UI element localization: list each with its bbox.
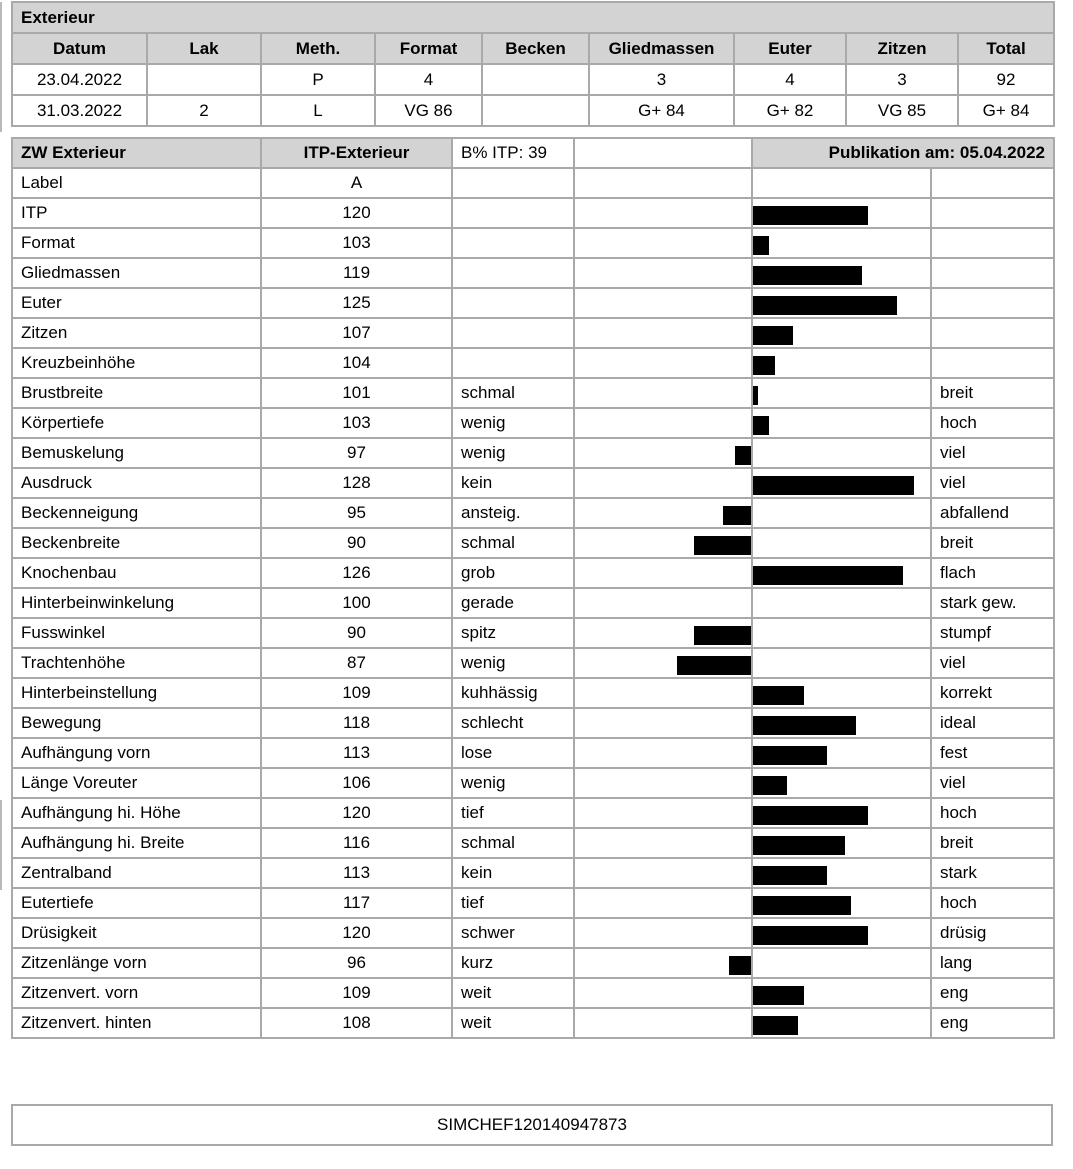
trait-low-label: [452, 228, 574, 258]
trait-high-label: stark gew.: [931, 588, 1054, 618]
deviation-bar: [752, 236, 769, 255]
exterieur-cell: [147, 64, 261, 95]
trait-value: 128: [261, 468, 452, 498]
trait-name: Hinterbeinstellung: [12, 678, 261, 708]
trait-low-label: [452, 288, 574, 318]
bar-negative-cell: [574, 588, 752, 618]
trait-high-label: viel: [931, 438, 1054, 468]
trait-row: [12, 738, 1054, 768]
exterieur-cell: 3: [846, 64, 958, 95]
deviation-bar: [752, 686, 804, 705]
trait-low-label: kein: [452, 858, 574, 888]
page-edge-mark: [0, 800, 2, 890]
trait-high-label: hoch: [931, 798, 1054, 828]
trait-value: 116: [261, 828, 452, 858]
trait-row: [12, 228, 1054, 258]
trait-high-label: [931, 198, 1054, 228]
trait-high-label: eng: [931, 1008, 1054, 1038]
trait-row: [12, 498, 1054, 528]
trait-row: [12, 258, 1054, 288]
bar-positive-cell: [752, 1008, 931, 1038]
trait-name: Eutertiefe: [12, 888, 261, 918]
trait-name: Länge Voreuter: [12, 768, 261, 798]
trait-value: 120: [261, 798, 452, 828]
trait-low-label: ansteig.: [452, 498, 574, 528]
trait-low-label: spitz: [452, 618, 574, 648]
trait-value: 106: [261, 768, 452, 798]
bar-positive-cell: [752, 408, 931, 438]
trait-value: 113: [261, 858, 452, 888]
zw-exterieur-table: [11, 137, 1055, 1039]
trait-name: Aufhängung hi. Höhe: [12, 798, 261, 828]
exterieur-cell: L: [261, 95, 375, 126]
deviation-bar: [752, 356, 775, 375]
trait-value: 101: [261, 378, 452, 408]
trait-low-label: [452, 318, 574, 348]
trait-high-label: viel: [931, 468, 1054, 498]
trait-name: ITP: [12, 198, 261, 228]
trait-row: [12, 858, 1054, 888]
exterieur-header-row: [12, 33, 1054, 64]
trait-low-label: [452, 198, 574, 228]
bar-positive-cell: [752, 198, 931, 228]
empty-header-cell: [574, 138, 752, 168]
trait-high-label: viel: [931, 648, 1054, 678]
trait-name: Gliedmassen: [12, 258, 261, 288]
trait-row: [12, 438, 1054, 468]
bar-negative-cell: [574, 288, 752, 318]
exterieur-cell: VG 85: [846, 95, 958, 126]
trait-name: Format: [12, 228, 261, 258]
bar-negative-cell: [574, 468, 752, 498]
trait-low-label: lose: [452, 738, 574, 768]
trait-high-label: [931, 228, 1054, 258]
trait-name: Kreuzbeinhöhe: [12, 348, 261, 378]
trait-row: [12, 648, 1054, 678]
trait-name: Euter: [12, 288, 261, 318]
trait-value: 100: [261, 588, 452, 618]
exterieur-cell: 4: [734, 64, 846, 95]
exterieur-col-header: Meth.: [261, 33, 375, 64]
trait-name: Trachtenhöhe: [12, 648, 261, 678]
b-itp-cell: B% ITP: 39: [452, 138, 574, 168]
bar-positive-cell: [752, 738, 931, 768]
bar-negative-cell: [574, 378, 752, 408]
bar-negative-cell: [574, 978, 752, 1008]
exterieur-cell: 23.04.2022: [12, 64, 147, 95]
trait-high-label: [931, 318, 1054, 348]
trait-value: 109: [261, 678, 452, 708]
bar-positive-cell: [752, 828, 931, 858]
exterieur-cell: 2: [147, 95, 261, 126]
trait-value: 97: [261, 438, 452, 468]
bar-negative-cell: [574, 768, 752, 798]
deviation-bar: [729, 956, 752, 975]
trait-name: Zentralband: [12, 858, 261, 888]
bar-negative-cell: [574, 948, 752, 978]
trait-value: 90: [261, 528, 452, 558]
trait-value: 126: [261, 558, 452, 588]
bar-positive-cell: [752, 648, 931, 678]
bar-positive-cell: [752, 288, 931, 318]
trait-low-label: [452, 168, 574, 198]
trait-row: [12, 708, 1054, 738]
exterieur-col-header: Gliedmassen: [589, 33, 734, 64]
bar-positive-cell: [752, 258, 931, 288]
bar-positive-cell: [752, 558, 931, 588]
trait-name: Zitzen: [12, 318, 261, 348]
trait-row: [12, 888, 1054, 918]
trait-value: 113: [261, 738, 452, 768]
deviation-bar: [752, 326, 793, 345]
bar-negative-cell: [574, 318, 752, 348]
deviation-bar: [752, 386, 758, 405]
bar-positive-cell: [752, 798, 931, 828]
bar-negative-cell: [574, 918, 752, 948]
bar-negative-cell: [574, 228, 752, 258]
exterieur-cell: P: [261, 64, 375, 95]
trait-row: [12, 828, 1054, 858]
trait-name: Knochenbau: [12, 558, 261, 588]
bar-positive-cell: [752, 438, 931, 468]
itp-exterieur-header: ITP-Exterieur: [261, 138, 452, 168]
trait-name: Bewegung: [12, 708, 261, 738]
trait-name: Fusswinkel: [12, 618, 261, 648]
trait-value: 109: [261, 978, 452, 1008]
trait-high-label: hoch: [931, 408, 1054, 438]
deviation-bar: [735, 446, 752, 465]
exterieur-col-header: Total: [958, 33, 1054, 64]
exterieur-col-header: Format: [375, 33, 482, 64]
deviation-bar: [752, 566, 903, 585]
trait-value: 104: [261, 348, 452, 378]
bar-positive-cell: [752, 918, 931, 948]
trait-name: Zitzenlänge vorn: [12, 948, 261, 978]
exterieur-row: [12, 95, 1054, 126]
deviation-bar: [723, 506, 752, 525]
trait-value: 120: [261, 918, 452, 948]
trait-row: [12, 528, 1054, 558]
trait-high-label: hoch: [931, 888, 1054, 918]
trait-high-label: korrekt: [931, 678, 1054, 708]
bar-positive-cell: [752, 318, 931, 348]
bar-negative-cell: [574, 168, 752, 198]
trait-value: 120: [261, 198, 452, 228]
deviation-bar: [752, 266, 862, 285]
bar-positive-cell: [752, 768, 931, 798]
exterieur-col-header: Euter: [734, 33, 846, 64]
deviation-bar: [752, 1016, 798, 1035]
trait-high-label: breit: [931, 528, 1054, 558]
trait-name: Beckenbreite: [12, 528, 261, 558]
trait-low-label: schmal: [452, 828, 574, 858]
trait-high-label: [931, 258, 1054, 288]
trait-row: [12, 288, 1054, 318]
deviation-bar: [752, 206, 868, 225]
trait-low-label: wenig: [452, 768, 574, 798]
trait-value: 95: [261, 498, 452, 528]
exterieur-cell: [482, 95, 589, 126]
exterieur-cell: 3: [589, 64, 734, 95]
trait-row: [12, 408, 1054, 438]
trait-name: Hinterbeinwinkelung: [12, 588, 261, 618]
trait-row: [12, 798, 1054, 828]
exterieur-col-header: Zitzen: [846, 33, 958, 64]
bar-negative-cell: [574, 258, 752, 288]
trait-high-label: [931, 168, 1054, 198]
trait-value: 90: [261, 618, 452, 648]
trait-name: Körpertiefe: [12, 408, 261, 438]
bar-positive-cell: [752, 588, 931, 618]
deviation-bar: [752, 776, 787, 795]
trait-name: Label: [12, 168, 261, 198]
trait-low-label: schlecht: [452, 708, 574, 738]
trait-high-label: stumpf: [931, 618, 1054, 648]
trait-low-label: schmal: [452, 378, 574, 408]
bar-negative-cell: [574, 798, 752, 828]
bar-negative-cell: [574, 858, 752, 888]
bar-negative-cell: [574, 438, 752, 468]
trait-value: 87: [261, 648, 452, 678]
exterieur-cell: G+ 84: [589, 95, 734, 126]
trait-high-label: breit: [931, 828, 1054, 858]
trait-name: Aufhängung vorn: [12, 738, 261, 768]
exterieur-title: Exterieur: [12, 2, 1054, 33]
trait-high-label: flach: [931, 558, 1054, 588]
bar-negative-cell: [574, 528, 752, 558]
exterieur-cell: 4: [375, 64, 482, 95]
trait-row: [12, 768, 1054, 798]
deviation-bar: [752, 296, 897, 315]
trait-high-label: ideal: [931, 708, 1054, 738]
exterieur-cell: [482, 64, 589, 95]
trait-name: Beckenneigung: [12, 498, 261, 528]
trait-value: 108: [261, 1008, 452, 1038]
trait-low-label: tief: [452, 798, 574, 828]
trait-value: 96: [261, 948, 452, 978]
bar-positive-cell: [752, 528, 931, 558]
bar-positive-cell: [752, 378, 931, 408]
exterieur-col-header: Becken: [482, 33, 589, 64]
trait-row: [12, 348, 1054, 378]
trait-row: [12, 378, 1054, 408]
bar-negative-cell: [574, 1008, 752, 1038]
trait-low-label: [452, 348, 574, 378]
bar-negative-cell: [574, 558, 752, 588]
bar-positive-cell: [752, 498, 931, 528]
trait-high-label: abfallend: [931, 498, 1054, 528]
bar-positive-cell: [752, 228, 931, 258]
trait-row: [12, 468, 1054, 498]
footer-code: SIMCHEF120140947873: [11, 1104, 1053, 1146]
trait-name: Drüsigkeit: [12, 918, 261, 948]
trait-row: [12, 618, 1054, 648]
trait-low-label: grob: [452, 558, 574, 588]
trait-row: [12, 198, 1054, 228]
bar-negative-cell: [574, 708, 752, 738]
trait-low-label: kein: [452, 468, 574, 498]
bar-positive-cell: [752, 618, 931, 648]
bar-negative-cell: [574, 618, 752, 648]
deviation-bar: [752, 866, 827, 885]
trait-low-label: weit: [452, 978, 574, 1008]
bar-positive-cell: [752, 708, 931, 738]
trait-value: 103: [261, 408, 452, 438]
trait-row: [12, 918, 1054, 948]
exterieur-col-header: Lak: [147, 33, 261, 64]
deviation-bar: [752, 806, 868, 825]
deviation-bar: [752, 716, 856, 735]
trait-value: 125: [261, 288, 452, 318]
deviation-bar: [752, 986, 804, 1005]
bar-positive-cell: [752, 888, 931, 918]
trait-low-label: kurz: [452, 948, 574, 978]
deviation-bar: [752, 836, 845, 855]
trait-low-label: wenig: [452, 408, 574, 438]
bar-positive-cell: [752, 168, 931, 198]
trait-row: [12, 168, 1054, 198]
exterieur-row: [12, 64, 1054, 95]
publikation-date: Publikation am: 05.04.2022: [752, 138, 1054, 168]
trait-name: Aufhängung hi. Breite: [12, 828, 261, 858]
trait-low-label: wenig: [452, 438, 574, 468]
trait-row: [12, 558, 1054, 588]
deviation-bar: [752, 416, 769, 435]
bar-positive-cell: [752, 468, 931, 498]
bar-negative-cell: [574, 888, 752, 918]
deviation-bar: [752, 896, 851, 915]
trait-high-label: lang: [931, 948, 1054, 978]
trait-row: [12, 948, 1054, 978]
trait-row: [12, 588, 1054, 618]
trait-name: Zitzenvert. vorn: [12, 978, 261, 1008]
trait-low-label: [452, 258, 574, 288]
trait-low-label: kuhhässig: [452, 678, 574, 708]
trait-value: A: [261, 168, 452, 198]
bar-negative-cell: [574, 198, 752, 228]
trait-row: [12, 978, 1054, 1008]
trait-value: 103: [261, 228, 452, 258]
trait-low-label: schmal: [452, 528, 574, 558]
bar-negative-cell: [574, 648, 752, 678]
trait-value: 117: [261, 888, 452, 918]
trait-row: [12, 678, 1054, 708]
trait-name: Zitzenvert. hinten: [12, 1008, 261, 1038]
bar-positive-cell: [752, 348, 931, 378]
page-edge-mark: [0, 2, 2, 132]
bar-negative-cell: [574, 678, 752, 708]
exterieur-cell: G+ 82: [734, 95, 846, 126]
bar-negative-cell: [574, 408, 752, 438]
trait-low-label: schwer: [452, 918, 574, 948]
trait-name: Bemuskelung: [12, 438, 261, 468]
bar-positive-cell: [752, 678, 931, 708]
exterieur-cell: 92: [958, 64, 1054, 95]
exterieur-cell: VG 86: [375, 95, 482, 126]
exterieur-col-header: Datum: [12, 33, 147, 64]
bar-negative-cell: [574, 828, 752, 858]
trait-name: Brustbreite: [12, 378, 261, 408]
deviation-bar: [694, 536, 752, 555]
deviation-bar: [752, 746, 827, 765]
trait-high-label: drüsig: [931, 918, 1054, 948]
trait-high-label: stark: [931, 858, 1054, 888]
deviation-bar: [752, 476, 914, 495]
trait-low-label: gerade: [452, 588, 574, 618]
trait-value: 107: [261, 318, 452, 348]
zw-title: ZW Exterieur: [12, 138, 261, 168]
trait-row: [12, 1008, 1054, 1038]
trait-value: 119: [261, 258, 452, 288]
trait-low-label: weit: [452, 1008, 574, 1038]
deviation-bar: [677, 656, 752, 675]
trait-low-label: tief: [452, 888, 574, 918]
exterieur-cell: 31.03.2022: [12, 95, 147, 126]
deviation-bar: [752, 926, 868, 945]
trait-high-label: fest: [931, 738, 1054, 768]
bar-positive-cell: [752, 978, 931, 1008]
exterieur-table: [11, 1, 1055, 127]
trait-high-label: viel: [931, 768, 1054, 798]
trait-high-label: eng: [931, 978, 1054, 1008]
trait-row: [12, 318, 1054, 348]
bar-negative-cell: [574, 348, 752, 378]
bar-positive-cell: [752, 858, 931, 888]
trait-value: 118: [261, 708, 452, 738]
trait-high-label: [931, 288, 1054, 318]
trait-low-label: wenig: [452, 648, 574, 678]
bar-negative-cell: [574, 498, 752, 528]
bar-positive-cell: [752, 948, 931, 978]
exterieur-cell: G+ 84: [958, 95, 1054, 126]
bar-negative-cell: [574, 738, 752, 768]
trait-name: Ausdruck: [12, 468, 261, 498]
trait-high-label: breit: [931, 378, 1054, 408]
deviation-bar: [694, 626, 752, 645]
trait-high-label: [931, 348, 1054, 378]
